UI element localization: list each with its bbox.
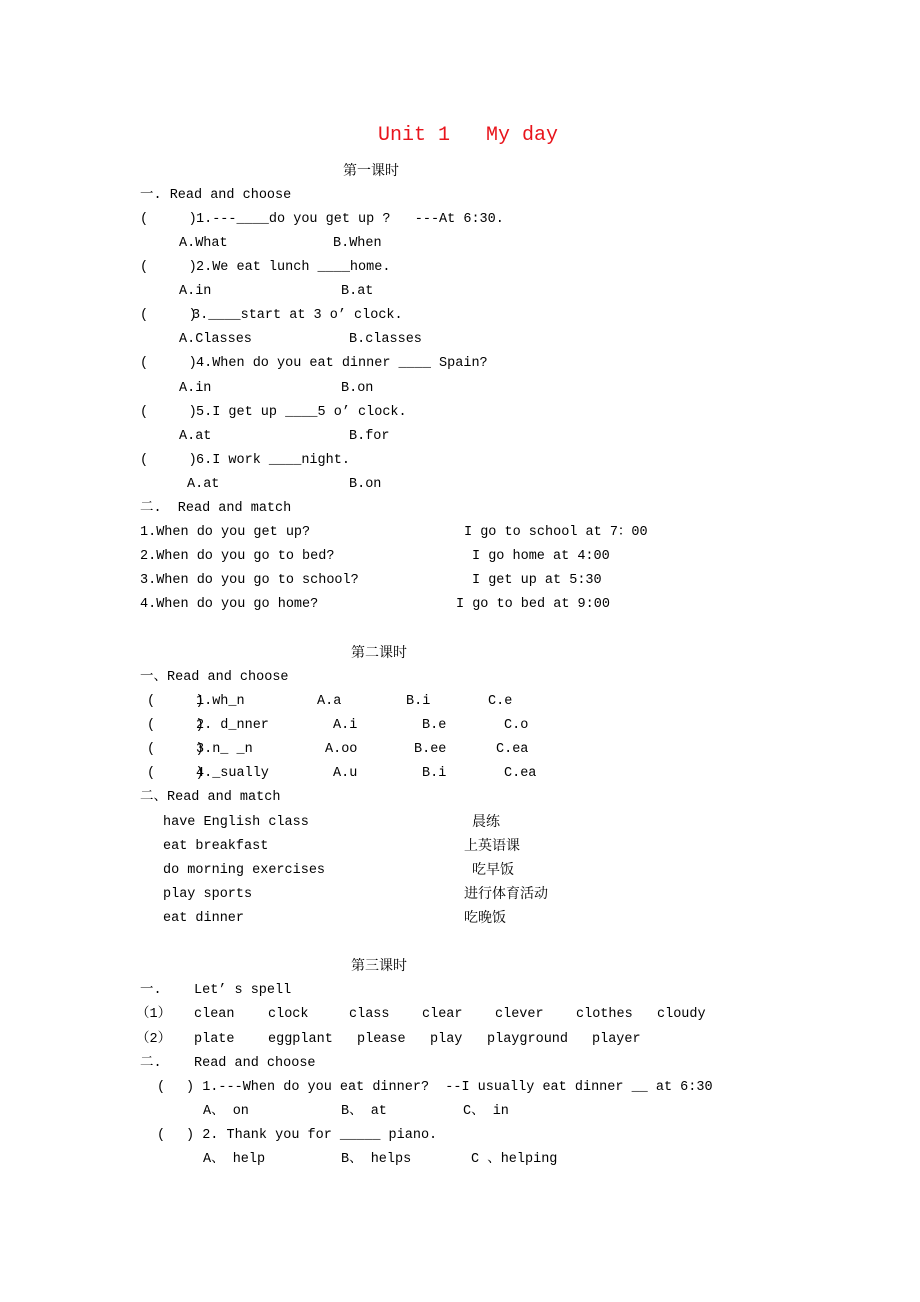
question-text: 3.____start at 3 o’ clock. (192, 308, 403, 323)
spell-word: eggplant (268, 1032, 333, 1047)
option-a: A.a (317, 694, 342, 709)
lesson3-part1-label: Let’ s spell (194, 983, 292, 998)
option-a: A.in (179, 284, 212, 299)
match-right: I go to bed at 9:00 (456, 597, 610, 612)
spell-word: please (357, 1032, 406, 1047)
match-right: 进行体育活动 (464, 886, 548, 902)
question-text: 4.When do you eat dinner ____ Spain? (196, 356, 488, 371)
answer-blank: ( ) (140, 308, 197, 323)
lesson3-heading: 第三课时 (351, 958, 407, 974)
option-a: A.in (179, 381, 212, 396)
answer-blank: ( (157, 1080, 166, 1095)
part-number: 二. (140, 1056, 162, 1071)
spell-word: class (349, 1007, 390, 1022)
question-text: 2. d_nner (196, 718, 269, 733)
lesson1-part2-label: 二. Read and match (140, 501, 292, 516)
spell-word: clean (194, 1007, 235, 1022)
question-text: ) 2. Thank you for _____ piano. (186, 1128, 438, 1143)
spell-word: clothes (576, 1007, 633, 1022)
spell-word: cloudy (657, 1007, 706, 1022)
match-right: 晨练 (472, 814, 500, 830)
lesson1-part1-label: 一. Read and choose (140, 188, 292, 203)
answer-blank: ( ) (147, 766, 204, 781)
option-c: C.o (504, 718, 529, 733)
option-b: B.on (349, 477, 382, 492)
question-text: 1.---____do you get up ? ---At 6:30. (196, 212, 504, 227)
match-left: do morning exercises (163, 863, 326, 878)
option-a: A.at (179, 429, 212, 444)
question-text: 2.We eat lunch ____home. (196, 260, 391, 275)
match-right: 吃晚饭 (464, 910, 506, 926)
answer-blank: ( ) (140, 405, 197, 420)
answer-blank: ( ) (140, 356, 197, 371)
match-left: 4.When do you go home? (140, 597, 319, 612)
option-b: B.ee (414, 742, 447, 757)
answer-blank: ( (157, 1128, 166, 1143)
option-a: A、 on (203, 1104, 249, 1119)
match-right: 上英语课 (464, 838, 520, 854)
question-text: 1.wh_n (196, 694, 245, 709)
option-a: A.u (333, 766, 358, 781)
question-text: 6.I work ____night. (196, 453, 350, 468)
spell-word: plate (194, 1032, 235, 1047)
answer-blank: ( ) (140, 212, 197, 227)
option-b: B、 at (341, 1104, 387, 1119)
match-left: 3.When do you go to school? (140, 573, 359, 588)
question-text: ) 1.---When do you eat dinner? --I usually eat dinner __ at 6:30 (186, 1080, 713, 1095)
match-right: I go to school at 7：00 (464, 525, 648, 540)
row-number: （1） (136, 1007, 172, 1022)
option-b: B.i (422, 766, 447, 781)
match-left: eat breakfast (163, 839, 269, 854)
option-c: C 、helping (471, 1152, 558, 1167)
option-a: A、 help (203, 1152, 266, 1167)
row-number: （2） (136, 1032, 172, 1047)
option-c: C.ea (504, 766, 537, 781)
question-text: 5.I get up ____5 o’ clock. (196, 405, 407, 420)
option-b: B.for (349, 429, 390, 444)
answer-blank: ( ) (140, 453, 197, 468)
spell-word: playground (487, 1032, 569, 1047)
option-b: B、 helps (341, 1152, 412, 1167)
option-b: B.e (422, 718, 447, 733)
option-b: B.When (333, 236, 382, 251)
match-right: 吃早饭 (472, 862, 514, 878)
option-b: B.i (406, 694, 431, 709)
spell-word: player (592, 1032, 641, 1047)
question-text: 3.n_ _n (196, 742, 253, 757)
spell-word: clear (422, 1007, 463, 1022)
lesson3-part2-label: Read and choose (194, 1056, 316, 1071)
match-right: I go home at 4:00 (472, 549, 610, 564)
option-a: A.What (179, 236, 228, 251)
option-c: C、 in (463, 1104, 509, 1119)
answer-blank: ( ) (147, 718, 204, 733)
option-c: C.e (488, 694, 513, 709)
spell-word: clock (268, 1007, 309, 1022)
spell-word: clever (495, 1007, 544, 1022)
match-left: eat dinner (163, 911, 245, 926)
option-a: A.oo (325, 742, 358, 757)
option-b: B.classes (349, 332, 422, 347)
match-left: play sports (163, 887, 253, 902)
spell-word: play (430, 1032, 463, 1047)
option-b: B.on (341, 381, 374, 396)
match-left: 2.When do you go to bed? (140, 549, 335, 564)
answer-blank: ( ) (140, 260, 197, 275)
part-number: 一. (140, 983, 162, 998)
answer-blank: ( ) (147, 694, 204, 709)
lesson2-part1-label: 一、Read and choose (140, 670, 289, 685)
lesson2-part2-label: 二、Read and match (140, 790, 281, 805)
lesson1-heading: 第一课时 (343, 163, 399, 179)
match-left: 1.When do you get up? (140, 525, 311, 540)
match-left: have English class (163, 815, 309, 830)
match-right: I get up at 5:30 (472, 573, 602, 588)
option-a: A.Classes (179, 332, 252, 347)
question-text: 4._sually (196, 766, 269, 781)
page-title: Unit 1 My day (378, 124, 559, 147)
option-a: A.at (187, 477, 220, 492)
option-b: B.at (341, 284, 374, 299)
lesson2-heading: 第二课时 (351, 645, 407, 661)
option-a: A.i (333, 718, 358, 733)
answer-blank: ( ) (147, 742, 204, 757)
option-c: C.ea (496, 742, 529, 757)
